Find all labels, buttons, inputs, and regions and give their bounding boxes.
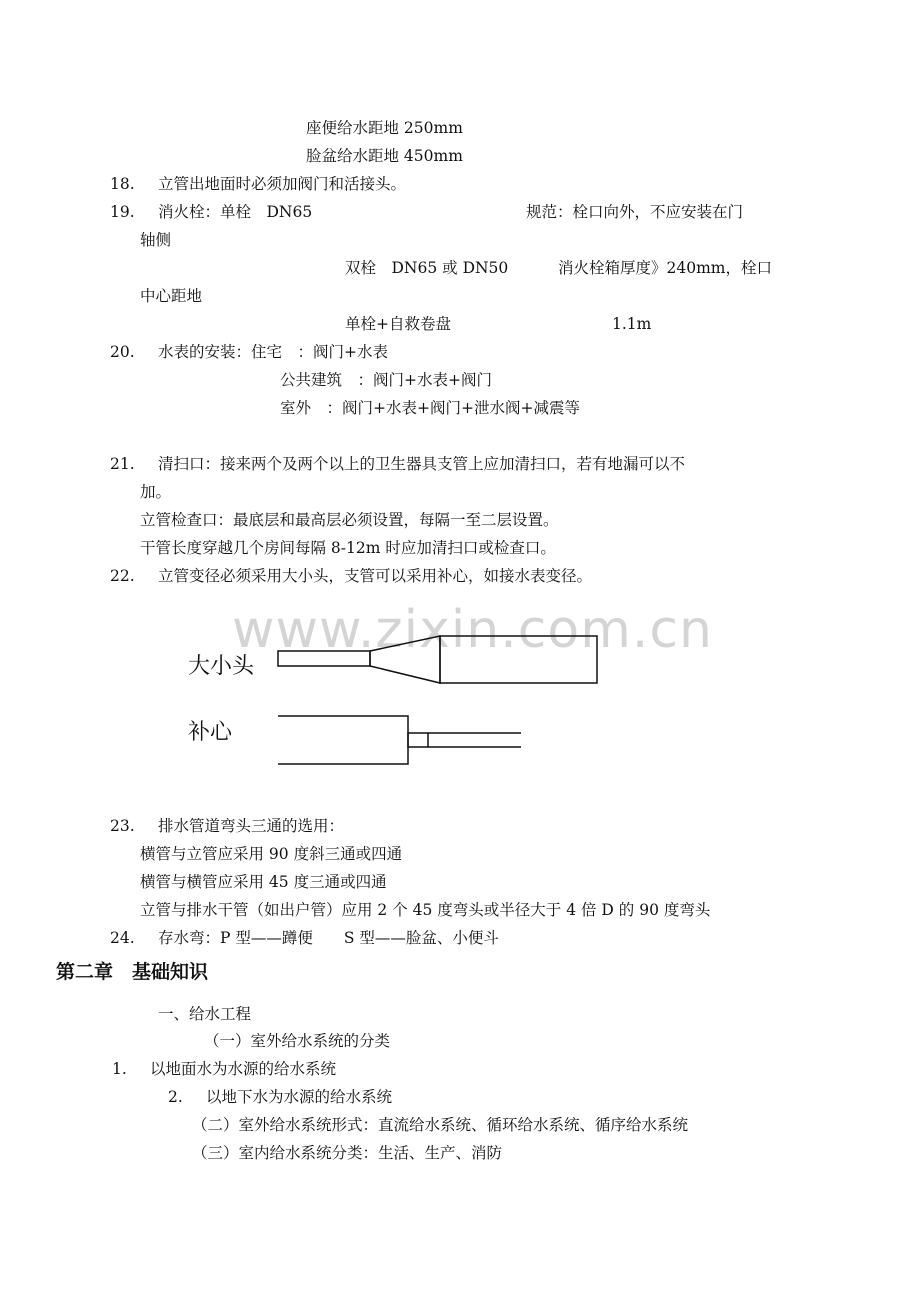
item-18-text: 立管出地面时必须加阀门和活接头。 bbox=[158, 175, 407, 193]
item-19-hose-reel: 单栓+自救卷盘 bbox=[345, 315, 451, 333]
reducer-small-pipe bbox=[278, 651, 370, 666]
item-19-center-height: 中心距地 bbox=[140, 287, 203, 305]
subsection-indoor-classification: （三）室内给水系统分类：生活、生产、消防 bbox=[192, 1144, 503, 1162]
item-number-24: 24. bbox=[110, 929, 135, 947]
item-number-22: 22. bbox=[110, 567, 135, 585]
subsection-outdoor-classification: （一）室外给水系统的分类 bbox=[204, 1032, 391, 1050]
item-number-18: 18. bbox=[110, 175, 135, 193]
reducer-cone bbox=[370, 636, 440, 683]
list-number-2: 2. bbox=[168, 1088, 183, 1106]
watermark: www.zixin.com.cn bbox=[232, 600, 713, 660]
item-21-cleanout: 清扫口：接来两个及两个以上的卫生器具支管上应加清扫口，若有地漏可以不 bbox=[158, 455, 686, 473]
chapter-title: 第二章 基础知识 bbox=[56, 961, 209, 983]
item-number-21: 21. bbox=[110, 455, 135, 473]
item-21-cleanout-cont: 加。 bbox=[140, 483, 172, 501]
item-19-box-depth: 消火栓箱厚度》240mm，栓口 bbox=[558, 259, 772, 277]
item-22-text: 立管变径必须采用大小头，支管可以采用补心，如接水表变径。 bbox=[158, 567, 593, 585]
subsection-outdoor-forms: （二）室外给水系统形式：直流给水系统、循环给水系统、循序给水系统 bbox=[192, 1116, 689, 1134]
item-21-check-port: 立管检查口：最底层和最高层必须设置，每隔一至二层设置。 bbox=[140, 511, 559, 529]
basin-water-height: 脸盆给水距地 450mm bbox=[306, 147, 463, 165]
list-item-surface-water: 以地面水为水源的给水系统 bbox=[150, 1060, 337, 1078]
bushing-large-pipe bbox=[278, 716, 408, 764]
item-20-public: 公共建筑 ：阀门+水表+阀门 bbox=[280, 371, 492, 389]
item-19-double-hydrant: 双栓 DN65 或 DN50 bbox=[345, 259, 509, 277]
reducer-large-pipe bbox=[440, 636, 597, 683]
reducer-label: 大小头 bbox=[188, 654, 255, 679]
list-number-1: 1. bbox=[112, 1060, 127, 1078]
section-water-supply: 一、给水工程 bbox=[158, 1005, 252, 1023]
item-20-residential: 水表的安装：住宅 ：阀门+水表 bbox=[158, 343, 388, 361]
list-item-groundwater: 以地下水为水源的给水系统 bbox=[206, 1088, 393, 1106]
item-23-horizontal-vertical: 横管与立管应采用 90 度斜三通或四通 bbox=[140, 845, 403, 863]
item-23-horizontal-horizontal: 横管与横管应采用 45 度三通或四通 bbox=[140, 873, 387, 891]
item-number-23: 23. bbox=[110, 817, 135, 835]
item-19-spec-cont: 轴侧 bbox=[140, 231, 172, 249]
item-number-19: 19. bbox=[110, 203, 135, 221]
bushing-insert bbox=[408, 733, 428, 747]
item-19-height-value: 1.1m bbox=[612, 315, 652, 333]
toilet-water-height: 座便给水距地 250mm bbox=[306, 119, 463, 137]
item-23-title: 排水管道弯头三通的选用： bbox=[158, 817, 345, 835]
item-19-single-hydrant: 消火栓：单栓 DN65 bbox=[158, 203, 313, 221]
item-24-trap: 存水弯：P 型——蹲便 S 型——脸盆、小便斗 bbox=[158, 929, 499, 947]
bushing-label: 补心 bbox=[188, 720, 233, 745]
item-19-spec: 规范：栓口向外，不应安装在门 bbox=[526, 203, 744, 221]
item-23-riser-main: 立管与排水干管（如出户管）应用 2 个 45 度弯头或半径大于 4 倍 D 的 90 度弯头 bbox=[140, 901, 711, 919]
item-number-20: 20. bbox=[110, 343, 135, 361]
item-20-outdoor: 室外 ：阀门+水表+阀门+泄水阀+减震等 bbox=[280, 399, 580, 417]
item-21-main-pipe: 干管长度穿越几个房间每隔 8-12m 时应加清扫口或检查口。 bbox=[140, 539, 556, 557]
